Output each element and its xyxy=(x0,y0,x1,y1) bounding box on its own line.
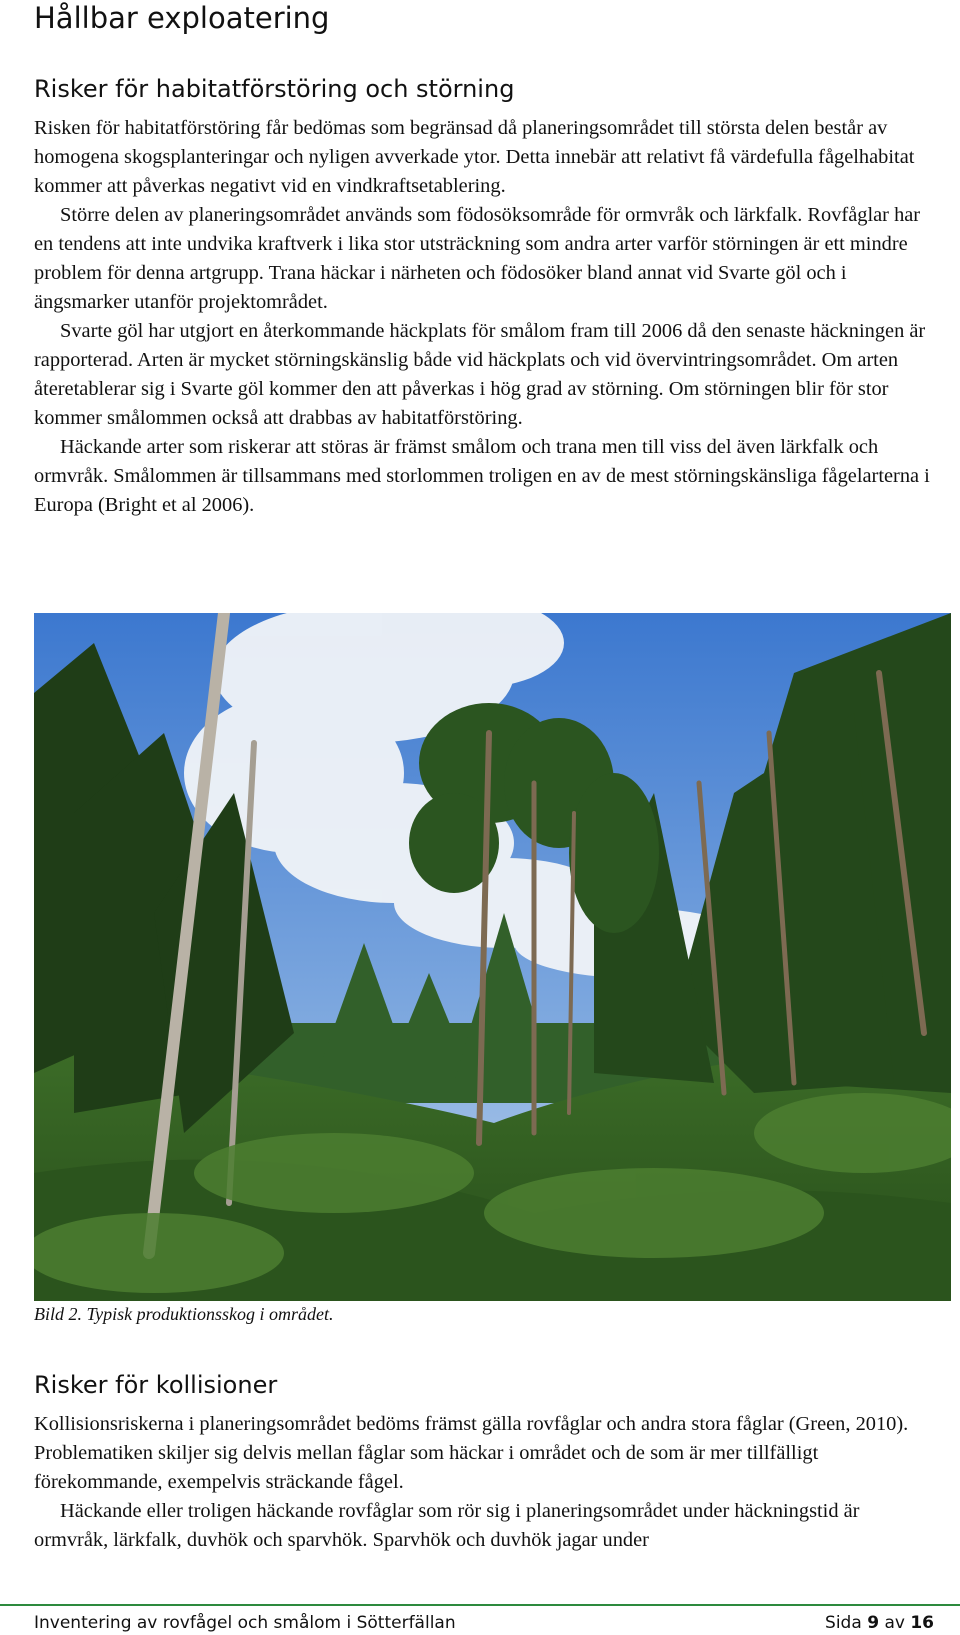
page-label: Sida xyxy=(825,1613,862,1633)
page-title: Hållbar exploatering xyxy=(34,1,330,35)
paragraph: Kollisionsriskerna i planeringsområdet bedöms främst gälla rovfåglar och andra stora fåglar (Green, 2010). Problematiken skiljer sig delvis mellan fåglar som häckar i området och de som är mer tillfälligt förekommande, exempelvis sträckande fågel. xyxy=(34,1413,909,1493)
forest-photo xyxy=(34,613,951,1301)
footer-page-number xyxy=(825,1612,934,1634)
current-page: 9 xyxy=(867,1613,880,1633)
section-heading-collisions: Risker för kollisioner xyxy=(34,1371,278,1399)
paragraph: Häckande eller troligen häckande rovfåglar som rör sig i planeringsområdet under häckningstid är ormvråk, lärkfalk, duvhök och sparvhök. Sparvhök och duvhök jagar under xyxy=(34,1500,860,1551)
paragraph: Risken för habitatförstöring får bedömas som begränsad då planeringsområdet till största delen består av homogena skogsplanteringar och nyligen avverkade ytor. Detta innebär att relativt få värdefulla fågelhabitat kommer att påverkas negativt vid en vindkraftsetablering. xyxy=(34,117,915,197)
of-label: av xyxy=(884,1613,905,1633)
paragraph: Svarte göl har utgjort en återkommande häckplats för smålom fram till 2006 då den senaste häckningen är rapporterad. Arten är mycket störningskänslig både vid häckplats och vid övervintringsområdet. Om arten återetablerar sig i Svarte göl kommer den att påverkas i hög grad av störning. Om störningen blir för stor kommer smålommen också att drabbas av habitatförstöring. xyxy=(34,320,926,429)
paragraph: Större delen av planeringsområdet används som födosöksområde för ormvråk och lärkfalk. Rovfåglar har en tendens att inte undvika kraftverk i lika stor utsträckning som andra arter varför störningen är ett mindre problem för denna artgrupp. Trana häckar i närheten och födosöker bland annat vid Svarte göl och i ängsmarker utanför projektområdet. xyxy=(34,204,921,313)
forest-illustration xyxy=(34,613,951,1301)
total-pages: 16 xyxy=(910,1613,934,1633)
footer-divider xyxy=(0,1604,960,1606)
section-body-habitat xyxy=(34,114,934,520)
figure-caption: Bild 2. Typisk produktionsskog i området. xyxy=(34,1304,334,1324)
section-heading-habitat: Risker för habitatförstöring och störning xyxy=(34,75,515,103)
paragraph: Häckande arter som riskerar att störas är främst smålom och trana men till viss del även lärkfalk och ormvråk. Smålommen är tillsammans med storlommen troligen en av de mest störningskänsliga fågelarterna i Europa (Bright et al 2006). xyxy=(34,436,930,516)
section-body-collisions xyxy=(34,1410,934,1555)
footer-document-title: Inventering av rovfågel och smålom i Sötterfällan xyxy=(34,1613,456,1633)
